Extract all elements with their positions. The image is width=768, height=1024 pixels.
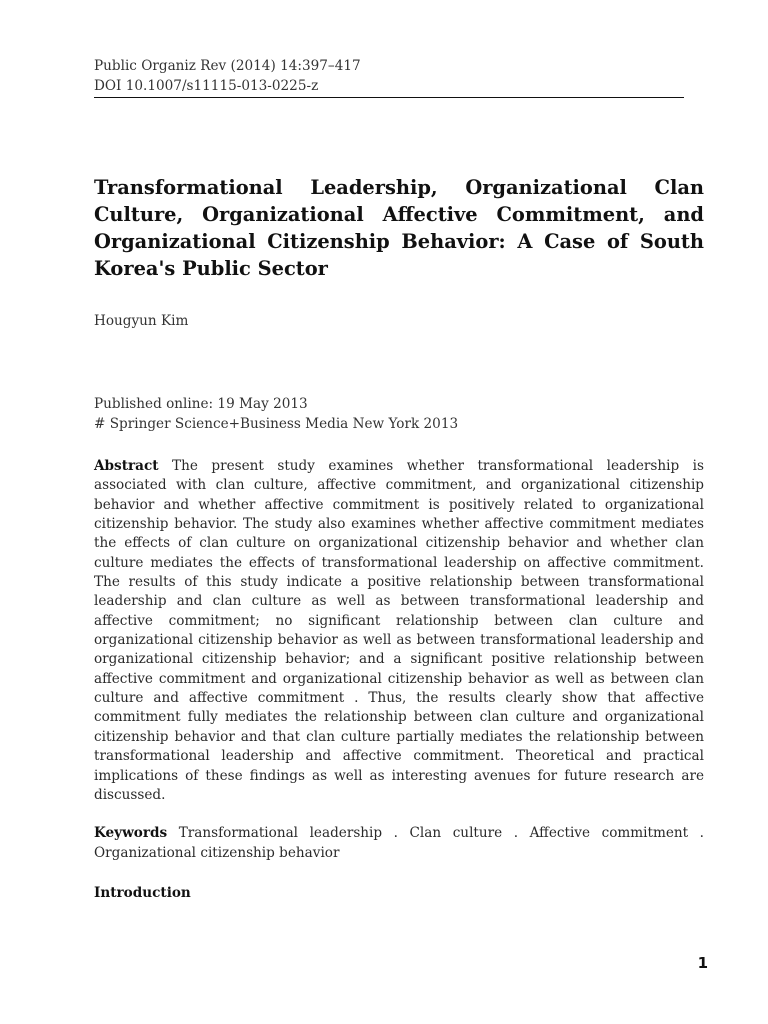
journal-citation: Public Organiz Rev (2014) 14:397–417 [94, 58, 361, 74]
keywords-label: Keywords [94, 825, 168, 841]
abstract-label: Abstract [94, 458, 159, 474]
doi: DOI 10.1007/s11115-013-0225-z [94, 78, 319, 94]
journal-header [94, 56, 684, 96]
keywords-text: Transformational leadership . Clan culture . Affective commitment . Organizational citizenship behavior [94, 825, 704, 861]
article-title: Transformational Leadership, Organizational Clan Culture, Organizational Affective Commitment, and Organizational Citizenship Behavior: A Case of South Korea's Public Sector [94, 176, 704, 280]
keywords [94, 824, 704, 863]
header-rule [94, 97, 684, 98]
publication-info [94, 394, 704, 434]
published-date: Published online: 19 May 2013 [94, 396, 308, 412]
author-name: Hougyun Kim [94, 313, 189, 329]
abstract-text: The present study examines whether transformational leadership is associated with clan culture, affective commitment, and organizational citizenship behavior and whether affective commitment is positively related to organizational citizenship behavior. The study also examines whether affective commitment mediates the effects of clan culture on organizational citizenship behavior and whether clan culture mediates the effects of transformational leadership on affective commitment. The results of this study indicate a positive relationship between transformational leadership and clan culture as well as between transformational leadership and affective commitment; no significant relationship between clan culture and organizational citizenship behavior as well as between transformational leadership and organizational citizenship behavior; and a significant positive relationship between affective commitment and organizational citizenship behavior as well as between clan culture and affective commitment . Thus, the results clearly show that affective commitment fully mediates the relationship between clan culture and organizational citizenship behavior and that clan culture partially mediates the relationship between transformational leadership and affective commitment. Theoretical and practical implications of these findings as well as interesting avenues for future research are discussed. [94, 458, 704, 803]
abstract [94, 457, 704, 805]
copyright-line: # Springer Science+Business Media New York 2013 [94, 416, 459, 432]
section-heading-introduction: Introduction [94, 885, 191, 901]
page-number: 1 [697, 954, 708, 972]
